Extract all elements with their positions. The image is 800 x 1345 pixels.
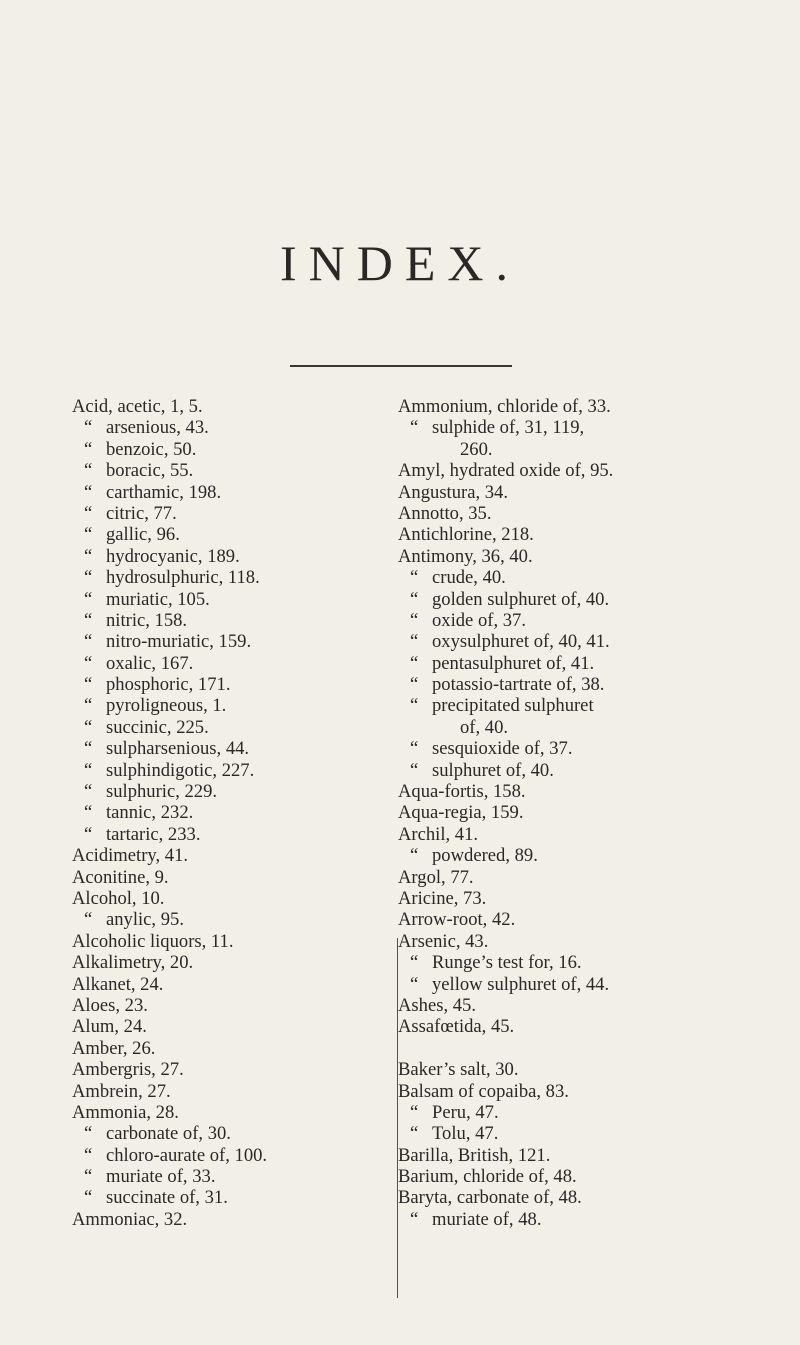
- index-entry: [72, 931, 372, 952]
- ditto-mark: “: [84, 759, 93, 781]
- index-entry: [398, 1102, 728, 1123]
- ditto-mark: “: [84, 823, 93, 845]
- index-entry-text: succinate of, 31.: [106, 1187, 228, 1209]
- ditto-mark: “: [84, 631, 93, 653]
- index-entry-text: yellow sulphuret of, 44.: [432, 973, 610, 995]
- ditto-mark: “: [84, 1144, 93, 1166]
- index-entry-text: Archil, 41.: [398, 823, 479, 845]
- index-entry: [398, 781, 728, 802]
- index-entry: [398, 717, 728, 738]
- index-entry: [72, 717, 372, 738]
- ditto-mark: “: [84, 609, 93, 631]
- index-entry: [72, 460, 372, 481]
- index-entry: [72, 546, 372, 567]
- index-entry-text: Angustura, 34.: [398, 481, 509, 503]
- index-entry-text: sulphide of, 31, 119,: [432, 417, 585, 439]
- index-entry-text: golden sulphuret of, 40.: [432, 588, 610, 610]
- index-entry: [398, 524, 728, 545]
- index-entry-text: Peru, 47.: [432, 1101, 499, 1123]
- index-entry: [72, 674, 372, 695]
- ditto-mark: “: [84, 1166, 93, 1188]
- index-entry: [398, 503, 728, 524]
- index-entry-text: of, 40.: [460, 716, 509, 738]
- index-entry-text: Alum, 24.: [72, 1016, 147, 1038]
- index-entry: [72, 610, 372, 631]
- index-entry: [72, 867, 372, 888]
- ditto-mark: “: [84, 460, 93, 482]
- index-entry: [398, 653, 728, 674]
- index-entry-text: Alkanet, 24.: [72, 973, 164, 995]
- index-entry: [72, 1038, 372, 1059]
- index-entry: [72, 1187, 372, 1208]
- ditto-mark: “: [410, 1208, 419, 1230]
- index-entry: [398, 482, 728, 503]
- index-entry: [398, 1016, 728, 1037]
- index-entry-text: muriate of, 33.: [106, 1166, 216, 1188]
- index-entry: [72, 503, 372, 524]
- index-entry-text: citric, 77.: [106, 502, 177, 524]
- index-entry: [398, 760, 728, 781]
- ditto-mark: “: [410, 609, 419, 631]
- ditto-mark: “: [410, 1123, 419, 1145]
- index-entry-text: tannic, 232.: [106, 802, 194, 824]
- index-entry-text: Aricine, 73.: [398, 887, 487, 909]
- ditto-mark: “: [84, 417, 93, 439]
- index-entry: [72, 653, 372, 674]
- index-entry: [398, 674, 728, 695]
- index-entry: [72, 781, 372, 802]
- ditto-mark: “: [84, 909, 93, 931]
- index-entry-text: anylic, 95.: [106, 909, 184, 931]
- ditto-mark: “: [410, 652, 419, 674]
- index-entry: [72, 760, 372, 781]
- index-entry-text: Annotto, 35.: [398, 502, 492, 524]
- index-entry-text: crude, 40.: [432, 567, 506, 589]
- index-entry-text: benzoic, 50.: [106, 438, 197, 460]
- index-entry: [72, 695, 372, 716]
- index-entry: [72, 974, 372, 995]
- ditto-mark: “: [84, 1187, 93, 1209]
- index-entry-text: tartaric, 233.: [106, 823, 201, 845]
- ditto-mark: “: [84, 481, 93, 503]
- ditto-mark: “: [84, 674, 93, 696]
- index-entry: [72, 1209, 372, 1230]
- index-entry-text: Aqua-fortis, 158.: [398, 781, 526, 803]
- index-entry-text: Barium, chloride of, 48.: [398, 1166, 577, 1188]
- index-entry-text: Antichlorine, 218.: [398, 524, 534, 546]
- index-entry-text: Acidimetry, 41.: [72, 845, 189, 867]
- ditto-mark: “: [84, 738, 93, 760]
- index-entry-text: phosphoric, 171.: [106, 674, 231, 696]
- ditto-mark: “: [84, 1123, 93, 1145]
- index-entry: [72, 802, 372, 823]
- index-entry: [398, 631, 728, 652]
- index-entry-text: Ammonia, 28.: [72, 1101, 179, 1123]
- ditto-mark: “: [84, 716, 93, 738]
- index-entry-text: muriatic, 105.: [106, 588, 210, 610]
- index-entry-text: oxalic, 167.: [106, 652, 194, 674]
- index-entry-text: Ashes, 45.: [398, 994, 476, 1016]
- index-entry-text: Antimony, 36, 40.: [398, 545, 533, 567]
- index-entry-text: Baker’s salt, 30.: [398, 1059, 519, 1081]
- index-entry: [72, 567, 372, 588]
- index-entry-text: boracic, 55.: [106, 460, 194, 482]
- index-entry: [72, 1059, 372, 1080]
- index-entry-text: Aconitine, 9.: [72, 866, 169, 888]
- index-entry: [398, 845, 728, 866]
- index-entry-text: hydrocyanic, 189.: [106, 545, 240, 567]
- index-entry: [398, 1145, 728, 1166]
- index-entry-text: oxide of, 37.: [432, 609, 526, 631]
- index-entry: [72, 952, 372, 973]
- index-entry-text: carbonate of, 30.: [106, 1123, 231, 1145]
- index-entry: [398, 995, 728, 1016]
- index-entry: [72, 1123, 372, 1144]
- index-entry-text: 260.: [460, 438, 493, 460]
- index-entry: [72, 524, 372, 545]
- index-entry: [72, 738, 372, 759]
- index-entry-text: Amyl, hydrated oxide of, 95.: [398, 460, 614, 482]
- index-entry-text: Argol, 77.: [398, 866, 474, 888]
- index-entry: [72, 417, 372, 438]
- index-entry: [398, 888, 728, 909]
- index-column-right: [398, 396, 728, 1230]
- index-entry: [72, 1081, 372, 1102]
- index-entry-text: Amber, 26.: [72, 1037, 156, 1059]
- index-entry: [398, 417, 728, 438]
- index-entry: [398, 396, 728, 417]
- index-entry-text: Ammonium, chloride of, 33.: [398, 396, 611, 417]
- ditto-mark: “: [84, 545, 93, 567]
- index-entry: [72, 1102, 372, 1123]
- index-entry-text: carthamic, 198.: [106, 481, 222, 503]
- index-entry-text: Alcohol, 10.: [72, 887, 165, 909]
- title-rule: [290, 365, 512, 367]
- index-entry-text: Alcoholic liquors, 11.: [72, 930, 234, 952]
- index-entry-text: Runge’s test for, 16.: [432, 952, 582, 974]
- ditto-mark: “: [410, 695, 419, 717]
- index-entry: [72, 824, 372, 845]
- ditto-mark: “: [410, 588, 419, 610]
- ditto-mark: “: [84, 695, 93, 717]
- index-entry: [398, 1059, 728, 1080]
- ditto-mark: “: [84, 781, 93, 803]
- ditto-mark: “: [84, 438, 93, 460]
- index-entry: [72, 631, 372, 652]
- ditto-mark: “: [84, 502, 93, 524]
- index-entry-text: Ambrein, 27.: [72, 1080, 171, 1102]
- index-entry-text: hydrosulphuric, 118.: [106, 567, 260, 589]
- index-entry: [72, 995, 372, 1016]
- index-entry: [72, 589, 372, 610]
- index-entry-text: Arsenic, 43.: [398, 930, 489, 952]
- index-entry-text: sulphuret of, 40.: [432, 759, 554, 781]
- index-entry-text: sulpharsenious, 44.: [106, 738, 250, 760]
- index-entry: [72, 396, 372, 417]
- index-entry: [398, 1209, 728, 1230]
- index-entry-text: succinic, 225.: [106, 716, 209, 738]
- index-entry-text: muriate of, 48.: [432, 1208, 542, 1230]
- index-entry: [398, 546, 728, 567]
- index-entry-text: Barilla, British, 121.: [398, 1144, 551, 1166]
- index-entry-text: sulphindigotic, 227.: [106, 759, 255, 781]
- index-entry: [398, 567, 728, 588]
- index-entry-text: nitro-muriatic, 159.: [106, 631, 252, 653]
- index-entry: [398, 909, 728, 930]
- index-entry: [398, 952, 728, 973]
- index-entry: [72, 1016, 372, 1037]
- index-entry-text: precipitated sulphuret: [432, 695, 594, 717]
- index-entry: [72, 1145, 372, 1166]
- index-entry: [72, 1166, 372, 1187]
- index-entry: [72, 439, 372, 460]
- ditto-mark: “: [84, 802, 93, 824]
- index-entry: [398, 1187, 728, 1208]
- index-entry-text: chloro-aurate of, 100.: [106, 1144, 268, 1166]
- ditto-mark: “: [84, 524, 93, 546]
- index-entry-text: Assafœtida, 45.: [398, 1016, 515, 1038]
- index-entry-text: nitric, 158.: [106, 609, 188, 631]
- index-entry: [398, 460, 728, 481]
- index-entry: [72, 909, 372, 930]
- ditto-mark: “: [410, 631, 419, 653]
- index-entry: [398, 931, 728, 952]
- ditto-mark: “: [410, 417, 419, 439]
- index-entry: [72, 845, 372, 866]
- index-entry: [398, 1123, 728, 1144]
- page-title: INDEX.: [279, 235, 521, 291]
- ditto-mark: “: [410, 845, 419, 867]
- ditto-mark: “: [410, 973, 419, 995]
- index-entry-text: arsenious, 43.: [106, 417, 209, 439]
- index-entry-text: Aloes, 23.: [72, 994, 148, 1016]
- index-entry-text: Balsam of copaiba, 83.: [398, 1080, 569, 1102]
- index-entry: [398, 695, 728, 716]
- ditto-mark: “: [410, 674, 419, 696]
- index-entry: [398, 802, 728, 823]
- index-entry: [398, 824, 728, 845]
- ditto-mark: “: [84, 588, 93, 610]
- ditto-mark: “: [410, 759, 419, 781]
- index-entry-text: sesquioxide of, 37.: [432, 738, 573, 760]
- index-spacer: [398, 1038, 728, 1059]
- index-entry-text: Alkalimetry, 20.: [72, 952, 194, 974]
- ditto-mark: “: [84, 567, 93, 589]
- index-entry: [398, 439, 728, 460]
- index-entry-text: Ambergris, 27.: [72, 1059, 184, 1081]
- index-entry-text: Acid, acetic, 1, 5.: [72, 396, 203, 417]
- index-column-left: [72, 396, 372, 1230]
- index-entry-text: Arrow-root, 42.: [398, 909, 516, 931]
- ditto-mark: “: [410, 952, 419, 974]
- index-entry-text: oxysulphuret of, 40, 41.: [432, 631, 610, 653]
- index-entry-text: Ammoniac, 32.: [72, 1208, 188, 1230]
- index-entry: [72, 482, 372, 503]
- index-entry-text: Baryta, carbonate of, 48.: [398, 1187, 582, 1209]
- ditto-mark: “: [84, 652, 93, 674]
- index-entry: [398, 1166, 728, 1187]
- index-entry-text: pentasulphuret of, 41.: [432, 652, 595, 674]
- index-entry: [398, 589, 728, 610]
- index-entry: [398, 1081, 728, 1102]
- index-entry-text: pyroligneous, 1.: [106, 695, 227, 717]
- ditto-mark: “: [410, 1101, 419, 1123]
- ditto-mark: “: [410, 738, 419, 760]
- index-entry-text: Aqua-regia, 159.: [398, 802, 524, 824]
- index-entry: [398, 867, 728, 888]
- index-entry: [398, 738, 728, 759]
- index-entry: [398, 974, 728, 995]
- index-entry-text: Tolu, 47.: [432, 1123, 499, 1145]
- ditto-mark: “: [410, 567, 419, 589]
- index-entry-text: gallic, 96.: [106, 524, 180, 546]
- index-entry-text: powdered, 89.: [432, 845, 538, 867]
- index-entry: [72, 888, 372, 909]
- index-entry-text: potassio-tartrate of, 38.: [432, 674, 605, 696]
- index-entry-text: sulphuric, 229.: [106, 781, 218, 803]
- index-entry: [398, 610, 728, 631]
